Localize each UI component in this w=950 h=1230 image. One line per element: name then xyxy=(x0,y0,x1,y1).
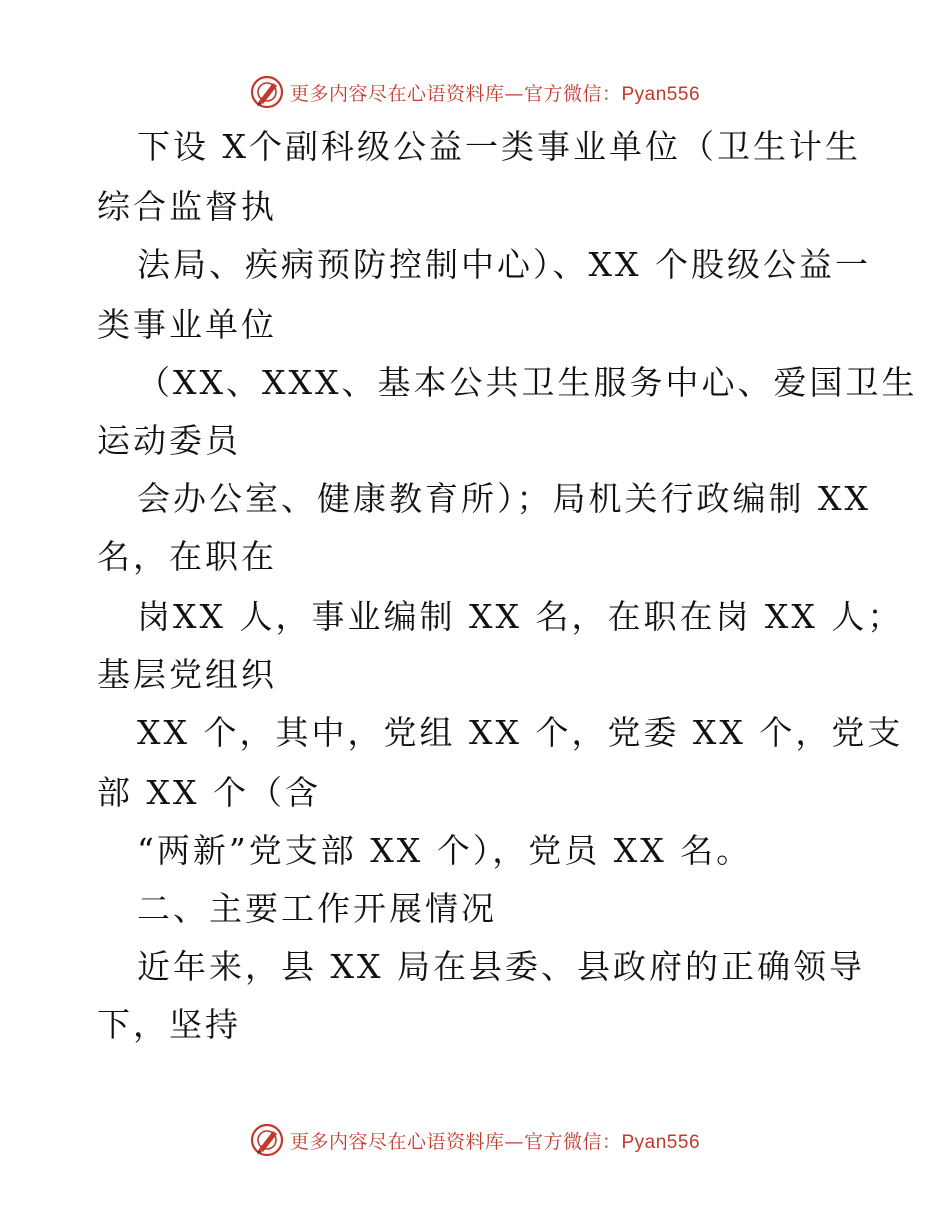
text-line: 下设 X个副科级公益一类事业单位（卫生计生 xyxy=(137,127,861,166)
watermark-text-cn: 更多内容尽在心语资料库—官方微信： xyxy=(289,82,622,105)
text-line: 类事业单位 xyxy=(97,305,277,344)
text-line: XX 个，其中，党组 XX 个，党委 XX 个，党支 xyxy=(137,713,904,752)
text-line: 法局、疾病预防控制中心）、XX 个股级公益一 xyxy=(137,245,871,284)
text-line: 综合监督执 xyxy=(97,187,277,226)
text-line: 运动委员 xyxy=(97,421,241,460)
text-line: 岗XX 人，事业编制 XX 名，在职在岗 XX 人； xyxy=(137,597,904,636)
text-line: 近年来，县 XX 局在县委、县政府的正确领导 xyxy=(137,947,865,986)
text-line: （XX、XXX、基本公共卫生服务中心、爱国卫生 xyxy=(137,363,918,402)
text-line: 基层党组织 xyxy=(97,655,277,694)
watermark-text xyxy=(290,1127,700,1154)
watermark-text-cn: 更多内容尽在心语资料库—官方微信： xyxy=(289,1130,622,1153)
pen-logo-icon xyxy=(250,75,284,109)
text-line: 名，在职在 xyxy=(97,537,277,576)
watermark-wechat-id: Pyan556 xyxy=(621,1131,701,1153)
section-heading: 二、主要工作开展情况 xyxy=(137,889,497,928)
watermark-text xyxy=(290,79,700,106)
text-line: 下，坚持 xyxy=(97,1005,241,1044)
text-line: 会办公室、健康教育所）；局机关行政编制 XX xyxy=(137,479,871,518)
header-watermark xyxy=(0,72,950,112)
pen-logo-icon xyxy=(250,1123,284,1157)
footer-watermark xyxy=(0,1120,950,1160)
text-line: “两新”党支部 XX 个），党员 XX 名。 xyxy=(137,831,753,870)
text-line: 部 XX 个（含 xyxy=(97,773,321,812)
watermark-wechat-id: Pyan556 xyxy=(621,83,701,105)
